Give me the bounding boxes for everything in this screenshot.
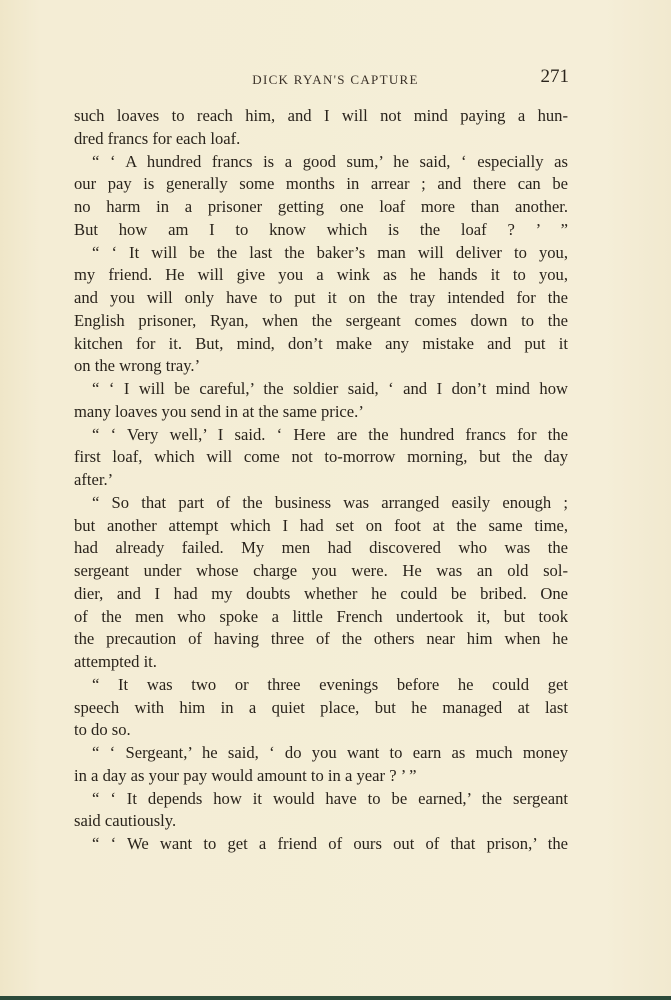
- text-line: to do so.: [74, 720, 131, 740]
- text-line: “ So that part of the business was arranged easily enough ;: [92, 492, 568, 512]
- text-line: such loaves to reach him, and I will not mind paying a hun-: [74, 106, 568, 125]
- text-line: on the wrong tray.’: [74, 356, 201, 376]
- text-line: “ ‘ Sergeant,’ he said, ‘ do you want to earn as much money: [92, 743, 568, 762]
- text-line: said cautiously.: [74, 811, 177, 831]
- text-line: of the men who spoke a little French undertook it, but took: [74, 606, 568, 626]
- text-line: and you will only have to put it on the tray intended for the: [74, 288, 568, 307]
- text-line: speech with him in a quiet place, but he managed at last: [74, 697, 568, 717]
- text-line: my friend. He will give you a wink as he hands it to you,: [74, 265, 568, 285]
- text-line: dier, and I had my doubts whether he could be bribed. One: [74, 583, 568, 603]
- text-line: in a day as your pay would amount to in a year ? ’ ”: [74, 765, 417, 785]
- text-line: English prisoner, Ryan, when the sergeant comes down to the: [74, 310, 568, 330]
- text-line: after.’: [74, 470, 114, 489]
- text-line: but another attempt which I had set on foot at the same time,: [74, 515, 568, 535]
- text-line: our pay is generally some months in arrear ; and there can be: [74, 174, 568, 194]
- running-head: DICK RYAN'S CAPTURE: [252, 72, 419, 87]
- text-line: “ It was two or three evenings before he could get: [92, 674, 568, 694]
- text-line: sergeant under whose charge you were. He was an old sol-: [74, 561, 568, 580]
- text-line: “ ‘ A hundred francs is a good sum,’ he said, ‘ especially as: [92, 151, 568, 171]
- text-line: no harm in a prisoner getting one loaf more than another.: [74, 197, 568, 216]
- text-line: “ ‘ We want to get a friend of ours out of that prison,’ the: [92, 834, 568, 853]
- body-text: [74, 105, 568, 856]
- text-line: the precaution of having three of the others near him when he: [74, 629, 568, 649]
- text-line: But how am I to know which is the loaf ? ’ ”: [74, 219, 568, 239]
- text-line: “ ‘ I will be careful,’ the soldier said, ‘ and I don’t mind how: [92, 379, 568, 398]
- page-bottom-edge: [0, 996, 671, 1000]
- text-line: “ ‘ It depends how it would have to be earned,’ the sergeant: [92, 788, 568, 808]
- text-line: had already failed. My men had discovered who was the: [74, 538, 568, 558]
- text-line: first loaf, which will come not to-morrow morning, but the day: [74, 447, 568, 467]
- text-line: many loaves you send in at the same price.’: [74, 401, 364, 421]
- page-number: 271: [540, 66, 569, 87]
- text-line: kitchen for it. But, mind, don’t make any mistake and put it: [74, 333, 568, 353]
- text-line: dred francs for each loaf.: [74, 128, 241, 148]
- text-line: “ ‘ Very well,’ I said. ‘ Here are the hundred francs for the: [92, 424, 568, 444]
- page-header: [0, 66, 671, 96]
- text-line: “ ‘ It will be the last the baker’s man will deliver to you,: [92, 242, 568, 262]
- text-line: attempted it.: [74, 652, 157, 671]
